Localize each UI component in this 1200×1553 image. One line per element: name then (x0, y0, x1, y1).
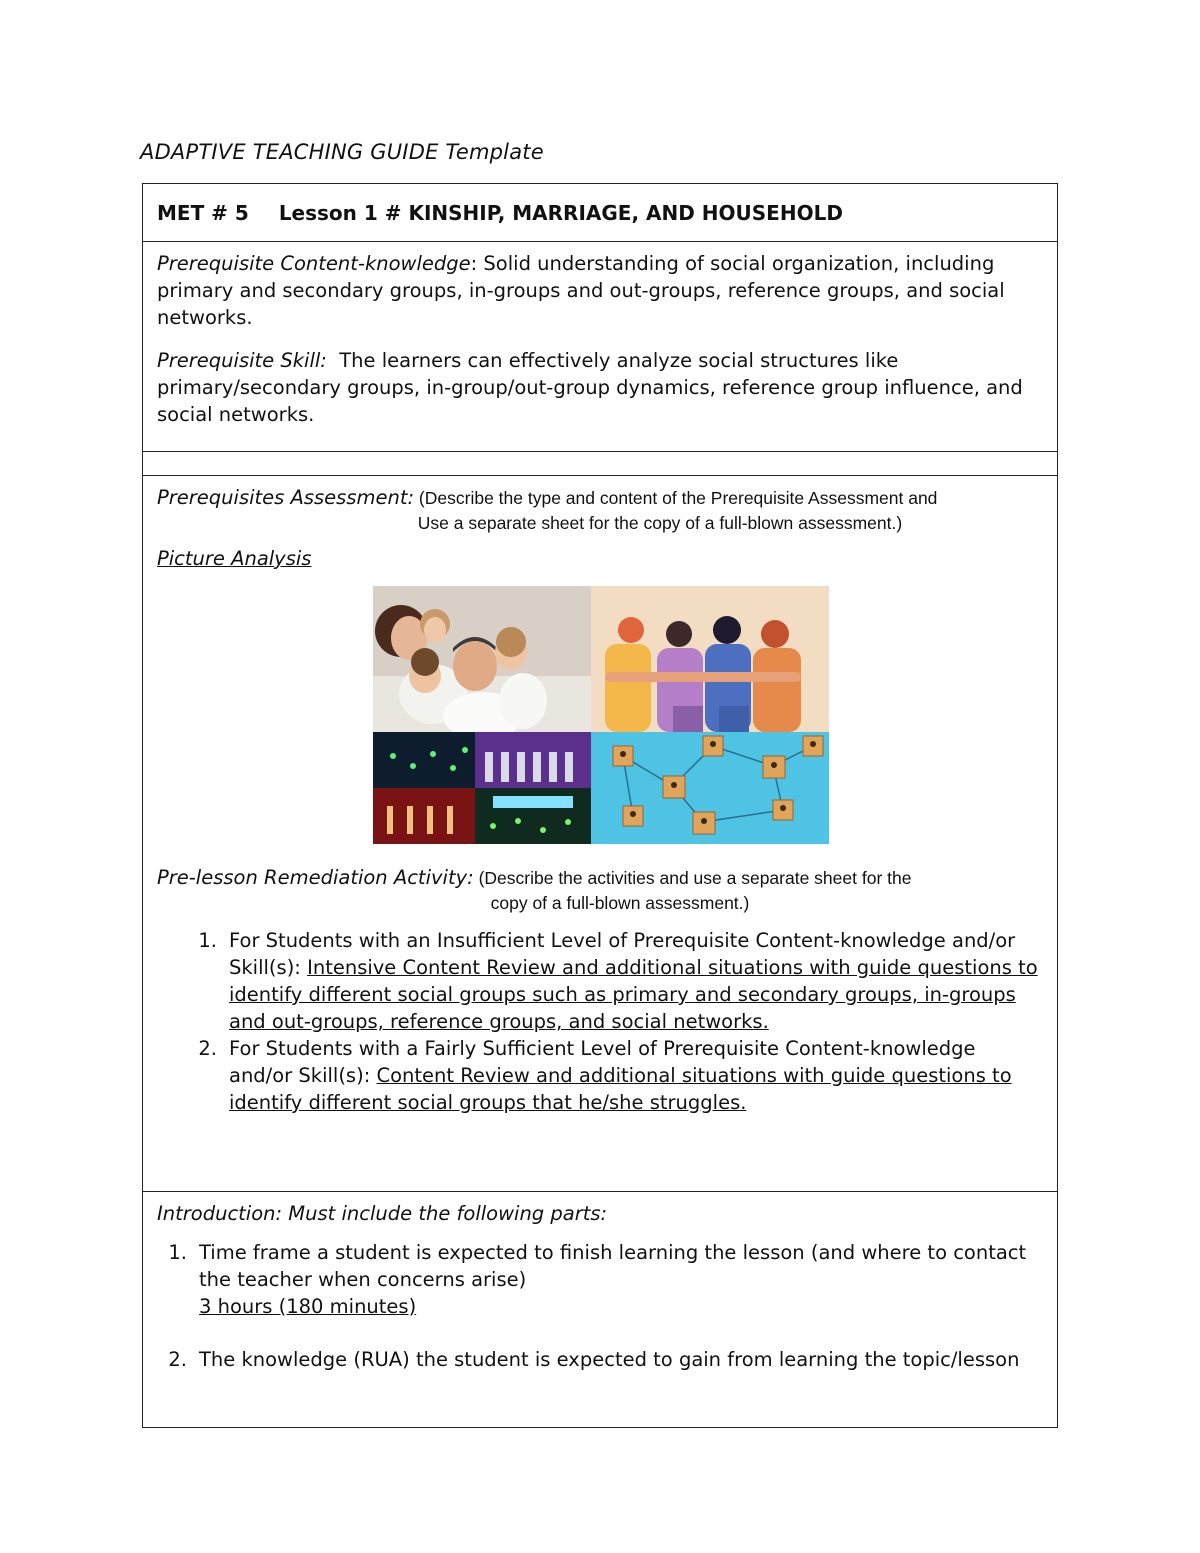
remediation-heading (157, 864, 1043, 891)
met-number: MET # 5 (157, 200, 249, 225)
introduction-row (143, 1192, 1057, 1428)
assessment-label: Prerequisites Assessment: (157, 486, 415, 509)
teaching-guide-table (142, 183, 1058, 1428)
document-title: ADAPTIVE TEACHING GUIDE Template (140, 140, 544, 164)
list-item-body (229, 1035, 1043, 1116)
remediation-item-lead: For Students with a Fairly Sufficient Level of Prerequisite Content-knowledge and/or Skill(s): (229, 1037, 976, 1087)
remediation-item-detail: Intensive Content Review and additional situations with guide questions to identify different social groups such as primary and secondary groups, in-groups and out-groups, reference groups, and social networks. (229, 956, 1038, 1033)
list-number: 1. (168, 1241, 187, 1264)
introduction-item-text: The knowledge (RUA) the student is expected to gain from learning the topic/lesson (199, 1348, 1020, 1371)
introduction-label: Introduction: Must include the following parts: (157, 1202, 608, 1225)
remediation-item-lead: For Students with an Insufficient Level of Prerequisite Content-knowledge and/or Skill(s): (229, 929, 1016, 979)
list-item-body (229, 927, 1043, 1035)
remediation-note-line2: copy of a full-blown assessment.) (490, 893, 750, 913)
prerequisite-skill-paragraph (157, 347, 1043, 428)
prerequisite-content-label: Prerequisite Content-knowledge (157, 252, 471, 275)
prerequisite-content-text: : Solid understanding of social organization, including primary and secondary groups, in-groups and out-groups, reference groups, and social networks. (157, 252, 1005, 329)
lesson-header-row (143, 184, 1057, 242)
introduction-item-text: Time frame a student is expected to finish learning the lesson (and where to contact the teacher when concerns arise) (199, 1241, 1027, 1291)
assessment-note-line2: Use a separate sheet for the copy of a full-blown assessment.) (417, 513, 903, 533)
list-item (157, 1239, 1043, 1320)
picture-analysis-collage (373, 586, 829, 844)
remediation-item-detail: Content Review and additional situations with guide questions to identify different social groups that he/she struggles. (229, 1064, 1012, 1114)
collage-image (373, 586, 829, 844)
concert-photos (373, 732, 591, 844)
list-item-body (199, 1239, 1043, 1320)
assessment-note-line1: (Describe the type and content of the Prerequisite Assessment and (414, 488, 938, 508)
prerequisite-skill-text: The learners can effectively analyze social structures like primary/secondary groups, in-group/out-group dynamics, reference group influence, and social networks. (157, 349, 1029, 426)
group-illustration (591, 586, 829, 732)
remediation-list (187, 927, 1043, 1116)
lesson-title: Lesson 1 # KINSHIP, MARRIAGE, AND HOUSEHOLD (278, 200, 843, 225)
list-number: 2. (198, 1037, 217, 1060)
remediation-label: Pre-lesson Remediation Activity: (157, 866, 474, 889)
family-photo (373, 586, 591, 740)
list-item (157, 1346, 1043, 1373)
list-item (187, 927, 1043, 1035)
assessment-row (143, 476, 1057, 1192)
prerequisite-row (143, 242, 1057, 452)
list-number: 1. (198, 929, 217, 952)
prerequisite-content-paragraph (157, 250, 1043, 331)
picture-analysis-label: Picture Analysis (157, 547, 312, 570)
list-number: 2. (168, 1348, 187, 1371)
assessment-heading (157, 484, 1043, 511)
list-item (187, 1035, 1043, 1116)
empty-row (143, 452, 1057, 476)
remediation-note-line1: (Describe the activities and use a separate sheet for the (473, 868, 912, 888)
introduction-list (157, 1239, 1043, 1373)
network-blocks-photo (591, 732, 829, 844)
prerequisite-skill-label: Prerequisite Skill: (157, 349, 327, 372)
time-frame-value: 3 hours (180 minutes) (199, 1295, 417, 1318)
